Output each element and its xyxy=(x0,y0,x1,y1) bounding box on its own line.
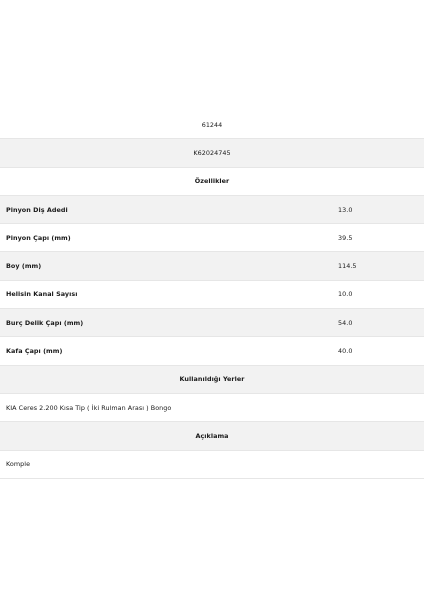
spec-value: 39.5 xyxy=(338,233,353,242)
spec-label: Burç Delik Çapı (mm) xyxy=(6,318,84,327)
usage-row xyxy=(0,394,424,422)
spec-row-head-diameter xyxy=(0,337,424,365)
spec-label: Boy (mm) xyxy=(6,262,42,271)
product-spec-table xyxy=(0,111,424,479)
spec-row-helix-channels xyxy=(0,281,424,309)
usage-text: KIA Ceres 2.200 Kısa Tip ( İki Rulman Arası ) Bongo xyxy=(6,403,172,412)
usage-heading-row xyxy=(0,366,424,394)
description-text: Komple xyxy=(6,460,31,469)
description-heading-row xyxy=(0,422,424,450)
spec-label: Pinyon Diş Adedi xyxy=(6,205,68,214)
spec-label: Helisin Kanal Sayısı xyxy=(6,290,78,299)
usage-heading: Kullanıldığı Yerler xyxy=(179,375,245,384)
spec-row-pinion-diameter xyxy=(0,224,424,252)
spec-value: 114.5 xyxy=(338,262,357,271)
spec-value: 10.0 xyxy=(338,290,353,299)
description-row xyxy=(0,451,424,479)
spec-label: Pinyon Çapı (mm) xyxy=(6,233,71,242)
spec-row-pinion-teeth xyxy=(0,196,424,224)
specs-heading: Özellikler xyxy=(194,177,230,186)
description-heading: Açıklama xyxy=(195,431,229,440)
spec-row-bushing-bore xyxy=(0,309,424,337)
specs-heading-row xyxy=(0,168,424,196)
ref-code: K62024745 xyxy=(193,148,231,157)
spec-label: Kafa Çapı (mm) xyxy=(6,347,63,356)
spec-value: 54.0 xyxy=(338,318,353,327)
spec-row-length xyxy=(0,252,424,280)
ref-code-row xyxy=(0,139,424,167)
product-code-row xyxy=(0,111,424,139)
spec-value: 13.0 xyxy=(338,205,353,214)
product-code: 61244 xyxy=(201,120,223,129)
spec-value: 40.0 xyxy=(338,347,353,356)
